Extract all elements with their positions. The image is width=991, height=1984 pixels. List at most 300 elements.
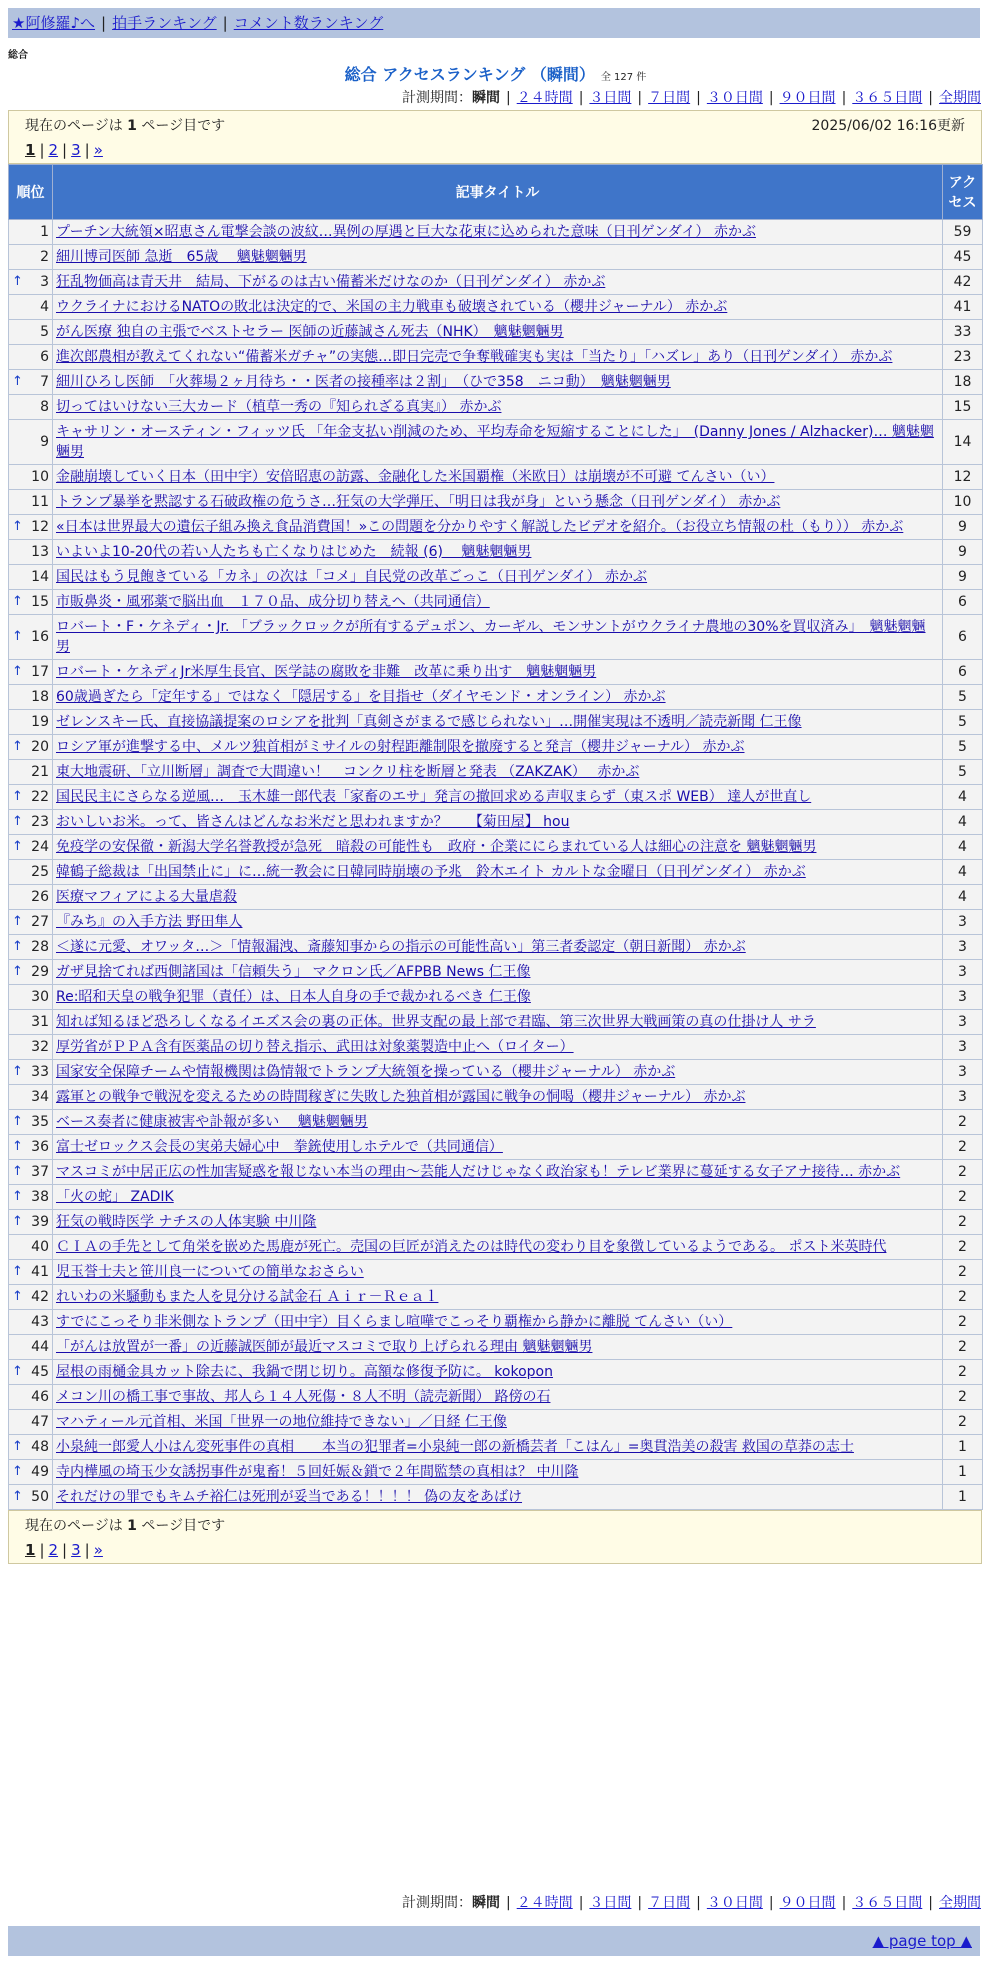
article-title-link[interactable]: 狂乱物価高は青天井 結局、下がるのは古い備蓄米だけなのか（日刊ゲンダイ） 赤かぶ <box>56 274 606 290</box>
table-row <box>9 1060 983 1085</box>
article-title-link[interactable]: メコン川の橋工事で事故、邦人ら１４人死傷・８人不明（読売新聞） 路傍の石 <box>56 1389 551 1405</box>
pager-page[interactable]: 2 <box>48 141 59 159</box>
rank-up-arrow-icon: ↑ <box>12 1264 23 1279</box>
period-option[interactable]: 全期間 <box>939 90 981 106</box>
rank-number: 9 <box>40 434 49 450</box>
period-option[interactable]: ３日間 <box>589 90 632 106</box>
rank-cell <box>9 320 53 345</box>
access-count: 4 <box>943 885 983 910</box>
rank-cell <box>9 1185 53 1210</box>
title-cell <box>53 1235 943 1260</box>
rank-up-arrow-icon: ↑ <box>12 1289 23 1304</box>
rank-up-arrow-icon: ↑ <box>12 629 23 644</box>
current-page-text: 現在のページは 1 ページ目です <box>25 118 226 134</box>
access-count: 59 <box>943 220 983 245</box>
rank-number: 44 <box>31 1339 49 1355</box>
rank-number: 27 <box>31 914 49 930</box>
title-cell <box>53 395 943 420</box>
pager-separator: | <box>84 1541 90 1559</box>
rank-number: 14 <box>31 569 49 585</box>
period-option[interactable]: ９０日間 <box>779 1895 836 1911</box>
pager-separator: | <box>39 141 45 159</box>
article-title-link[interactable]: 「火の蛇」 ZADIK <box>56 1189 174 1205</box>
title-cell <box>53 685 943 710</box>
article-title-link[interactable]: キャサリン・オースティン・フィッツ氏 「年金支払い削減のため、平均寿命を短縮することにした」 (Danny Jones / Alzhacker)… 魑魅魍魎男 <box>56 424 934 460</box>
rank-number: 33 <box>31 1064 49 1080</box>
title-cell <box>53 1335 943 1360</box>
access-count: 3 <box>943 985 983 1010</box>
rank-number: 19 <box>31 714 49 730</box>
table-row <box>9 565 983 590</box>
access-count: 4 <box>943 810 983 835</box>
article-title-link[interactable]: トランプ暴挙を黙認する石破政権の危うさ…狂気の大学弾圧、「明日は我が身」という懸念（日刊ゲンダイ） 赤かぶ <box>56 494 781 510</box>
access-count: 1 <box>943 1435 983 1460</box>
rank-cell <box>9 1485 53 1510</box>
table-row <box>9 395 983 420</box>
rank-number: 48 <box>31 1439 49 1455</box>
pager-page[interactable]: 3 <box>71 141 81 159</box>
rank-cell <box>9 615 53 660</box>
table-row <box>9 710 983 735</box>
updated-timestamp: 2025/06/02 16:16更新 <box>811 118 965 134</box>
access-count: 23 <box>943 345 983 370</box>
pager-page: 1 <box>25 1541 36 1559</box>
access-count: 14 <box>943 420 983 465</box>
rank-number: 10 <box>31 469 49 485</box>
access-count: 2 <box>943 1285 983 1310</box>
table-row <box>9 1135 983 1160</box>
period-option[interactable]: ２４時間 <box>516 1895 573 1911</box>
access-count: 33 <box>943 320 983 345</box>
rank-number: 46 <box>31 1389 49 1405</box>
period-separator: | <box>696 1895 701 1911</box>
period-separator: | <box>928 1895 933 1911</box>
title-cell <box>53 540 943 565</box>
article-title-link[interactable]: ベース奏者に健康被害や訃報が多い 魑魅魍魎男 <box>56 1114 368 1130</box>
rank-number: 7 <box>40 374 49 390</box>
rank-cell <box>9 685 53 710</box>
rank-number: 11 <box>31 494 49 510</box>
access-count: 18 <box>943 370 983 395</box>
period-selector-top <box>402 87 981 107</box>
title-cell <box>53 1435 943 1460</box>
access-count: 2 <box>943 1385 983 1410</box>
rank-number: 1 <box>40 224 49 240</box>
title-cell <box>53 985 943 1010</box>
rank-number: 36 <box>31 1139 49 1155</box>
article-title-link[interactable]: ロバート・ケネディJr米厚生長官、医学誌の腐敗を非難 改革に乗り出す 魑魅魍魎男 <box>56 664 597 680</box>
rank-up-arrow-icon: ↑ <box>12 914 23 929</box>
title-cell <box>53 465 943 490</box>
rank-cell <box>9 885 53 910</box>
article-title-link[interactable]: 屋根の雨樋金具カット除去に、我鍋で閉じ切り。高額な修復予防に。 kokopon <box>56 1364 553 1380</box>
table-row <box>9 1085 983 1110</box>
article-title-link[interactable]: 東大地震研、「立川断層」調査で大間違い！ コンクリ柱を断層と発表 （ZAKZAK） 赤かぶ <box>56 764 640 780</box>
access-count: 4 <box>943 860 983 885</box>
rank-number: 34 <box>31 1089 49 1105</box>
access-count: 2 <box>943 1310 983 1335</box>
article-title-link[interactable]: 細川ひろし医師 「火葬場２ヶ月待ち・・医者の接種率は２割」 （ひで358 ニコ動） 魑魅魍魎男 <box>56 374 671 390</box>
access-count: 41 <box>943 295 983 320</box>
period-option[interactable]: ７日間 <box>648 1895 691 1911</box>
article-title-link[interactable]: 国家安全保障チームや情報機関は偽情報でトランプ大統領を操っている（櫻井ジャーナル） 赤かぶ <box>56 1064 676 1080</box>
article-title-link[interactable]: がん医療 独自の主張でベストセラー 医師の近藤誠さん死去（NHK） 魑魅魍魎男 <box>56 324 564 340</box>
title-cell <box>53 660 943 685</box>
pager-page[interactable]: 2 <box>48 1541 59 1559</box>
title-cell <box>53 1410 943 1435</box>
table-row <box>9 1485 983 1510</box>
article-title-link[interactable]: いよいよ10-20代の若い人たちも亡くなりはじめた 続報 (6) 魑魅魍魎男 <box>56 544 532 560</box>
pager-top <box>25 141 965 159</box>
title-cell <box>53 1160 943 1185</box>
rank-cell <box>9 1035 53 1060</box>
period-separator: | <box>505 90 511 106</box>
rank-number: 23 <box>31 814 49 830</box>
title-cell <box>53 910 943 935</box>
access-count: 9 <box>943 515 983 540</box>
table-row <box>9 860 983 885</box>
pager-next[interactable]: » <box>93 1541 103 1559</box>
rank-cell <box>9 515 53 540</box>
rank-cell <box>9 1410 53 1435</box>
title-cell <box>53 810 943 835</box>
title-cell <box>53 735 943 760</box>
period-selector-bottom <box>402 1892 981 1912</box>
article-title-link[interactable]: 厚労省がＰＰＡ含有医薬品の切り替え指示、武田は対象薬製造中止へ（ロイター） <box>56 1039 574 1055</box>
period-separator: | <box>841 1895 847 1911</box>
table-row <box>9 1160 983 1185</box>
rank-cell <box>9 835 53 860</box>
rank-number: 12 <box>31 519 49 535</box>
pager-page: 1 <box>25 141 36 159</box>
table-row <box>9 345 983 370</box>
article-title-link[interactable]: ウクライナにおけるNATOの敗北は決定的で、米国の主力戦車も破壊されている（櫻井ジャーナル） 赤かぶ <box>56 299 728 315</box>
article-title-link[interactable]: 知れば知るほど恐ろしくなるイエズス会の裏の正体。世界支配の最上部で君臨、第三次世界大戦画策の真の仕掛け人 サラ <box>56 1014 816 1030</box>
article-title-link[interactable]: ＜遂に元愛、オワッタ…＞「情報漏洩、斎藤知事からの指示の可能性高い」第三者委認定（朝日新聞） 赤かぶ <box>56 939 746 955</box>
access-count: 10 <box>943 490 983 515</box>
access-count: 5 <box>943 735 983 760</box>
period-label: 計測期間： <box>401 90 472 106</box>
article-title-link[interactable]: 市販鼻炎・風邪薬で脳出血 １７０品、成分切り替えへ（共同通信） <box>56 594 490 610</box>
access-count: 6 <box>943 660 983 685</box>
period-separator: | <box>505 1895 511 1911</box>
article-title-link[interactable]: 細川博司医師 急逝 65歳 魑魅魍魎男 <box>56 249 307 265</box>
article-title-link[interactable]: 寺内樺風の埼玉少女誘拐事件が鬼畜！５回妊娠＆鎖で２年間監禁の真相は？ 中川隆 <box>56 1464 579 1480</box>
title-cell <box>53 1485 943 1510</box>
rank-up-arrow-icon: ↑ <box>12 1439 23 1454</box>
rank-number: 2 <box>40 249 49 265</box>
pager-separator: | <box>39 1541 45 1559</box>
period-option[interactable]: 全期間 <box>939 1895 981 1911</box>
rank-up-arrow-icon: ↑ <box>12 1064 23 1079</box>
rank-cell <box>9 1160 53 1185</box>
title-cell <box>53 220 943 245</box>
rank-header: 順位 <box>9 165 53 220</box>
title-cell <box>53 1385 943 1410</box>
article-title-link[interactable]: 医療マフィアによる大量虐殺 <box>56 889 237 905</box>
table-row <box>9 785 983 810</box>
rank-cell <box>9 710 53 735</box>
access-count: 2 <box>943 1135 983 1160</box>
table-row <box>9 910 983 935</box>
access-count: 3 <box>943 1060 983 1085</box>
rank-cell <box>9 245 53 270</box>
table-row <box>9 270 983 295</box>
rank-cell <box>9 1010 53 1035</box>
rank-number: 45 <box>31 1364 49 1380</box>
rank-number: 35 <box>31 1114 49 1130</box>
page-info-box-bottom <box>8 1510 982 1564</box>
rank-number: 47 <box>31 1414 49 1430</box>
rank-cell <box>9 465 53 490</box>
rank-number: 5 <box>40 324 49 340</box>
page-title: 総合 アクセスランキング （瞬間） <box>344 65 595 84</box>
article-title-link[interactable]: 韓鶴子総裁は「出国禁止に」に…統一教会に日韓同時崩壊の予兆 鈴木エイト カルトな金曜日（日刊ゲンダイ） 赤かぶ <box>56 864 806 880</box>
rank-number: 40 <box>31 1239 49 1255</box>
page-top-link[interactable]: ▲ page top ▲ <box>872 1932 972 1950</box>
article-title-link[interactable]: それだけの罪でもキムチ裕仁は死刑が妥当である！！！！ 偽の友をあばけ <box>56 1489 523 1505</box>
table-row <box>9 835 983 860</box>
current-page-text: 現在のページは 1 ページ目です <box>25 1518 226 1534</box>
ranking-table <box>8 164 983 1510</box>
access-header: アクセス <box>943 165 983 220</box>
rank-cell <box>9 985 53 1010</box>
rank-cell <box>9 1460 53 1485</box>
page-info-box-top <box>8 110 982 164</box>
rank-cell <box>9 1085 53 1110</box>
rank-up-arrow-icon: ↑ <box>12 964 23 979</box>
rank-cell <box>9 590 53 615</box>
article-title-link[interactable]: 富士ゼロックス会長の実弟夫婦心中 拳銃使用しホテルで（共同通信） <box>56 1139 503 1155</box>
article-title-link[interactable]: ロシア軍が進撃する中、メルツ独首相がミサイルの射程距離制限を撤廃すると発言（櫻井ジャーナル） 赤かぶ <box>56 739 745 755</box>
title-cell <box>53 270 943 295</box>
rank-cell <box>9 935 53 960</box>
table-row <box>9 1035 983 1060</box>
period-separator: | <box>637 90 643 106</box>
access-count: 3 <box>943 1085 983 1110</box>
table-row <box>9 735 983 760</box>
rank-cell <box>9 1135 53 1160</box>
period-option[interactable]: ９０日間 <box>779 90 836 106</box>
table-row <box>9 685 983 710</box>
pager-separator: | <box>62 1541 68 1559</box>
access-count: 45 <box>943 245 983 270</box>
article-title-link[interactable]: プーチン大統領×昭恵さん電撃会談の波紋…異例の厚遇と巨大な花束に込められた意味（日刊ゲンダイ） 赤かぶ <box>56 224 756 240</box>
rank-cell <box>9 910 53 935</box>
rank-up-arrow-icon: ↑ <box>12 1164 23 1179</box>
table-row <box>9 660 983 685</box>
period-separator: | <box>578 1895 584 1911</box>
table-row <box>9 1310 983 1335</box>
table-header-row <box>9 165 983 220</box>
pager-page[interactable]: 3 <box>71 1541 81 1559</box>
article-title-link[interactable]: 露軍との戦争で戦況を変えるための時間稼ぎに失敗した独首相が露国に戦争の恫喝（櫻井ジャーナル） 赤かぶ <box>56 1089 746 1105</box>
rank-cell <box>9 1235 53 1260</box>
rank-number: 43 <box>31 1314 49 1330</box>
table-row <box>9 615 983 660</box>
rank-up-arrow-icon: ↑ <box>12 1214 23 1229</box>
access-count: 2 <box>943 1185 983 1210</box>
table-row <box>9 420 983 465</box>
article-title-link[interactable]: ロバート・F・ケネディ・Jr. 「ブラックロックが所有するデュポン、カーギル、モンサントがウクライナ農地の30%を買収済み」 魑魅魍魎男 <box>56 619 926 655</box>
title-cell <box>53 320 943 345</box>
table-row <box>9 1410 983 1435</box>
pager-separator: | <box>84 141 90 159</box>
access-count: 2 <box>943 1160 983 1185</box>
rank-cell <box>9 1060 53 1085</box>
rank-number: 31 <box>31 1014 49 1030</box>
bottom-bar <box>8 1926 980 1956</box>
access-count: 3 <box>943 1035 983 1060</box>
article-title-link[interactable]: 小泉純一郎愛人小はん変死事件の真相 本当の犯罪者=小泉純一郎の新橋芸者「こはん」=奥貫浩美の殺害 救国の草莽の志士 <box>56 1439 854 1455</box>
rank-cell <box>9 810 53 835</box>
rank-cell <box>9 1360 53 1385</box>
title-cell <box>53 760 943 785</box>
table-row <box>9 1110 983 1135</box>
nav-separator: | <box>101 14 107 32</box>
rank-number: 4 <box>40 299 49 315</box>
table-row <box>9 1460 983 1485</box>
title-cell <box>53 860 943 885</box>
title-cell <box>53 295 943 320</box>
article-title-link[interactable]: ゼレンスキー氏、直接協議提案のロシアを批判「真剣さがまるで感じられない」…開催実現は不透明／読売新聞 仁王像 <box>56 714 802 730</box>
article-title-link[interactable]: «日本は世界最大の遺伝子組み換え食品消費国！»この問題を分かりやすく解説したビデオを紹介。（お役立ち情報の杜（もり）） 赤かぶ <box>56 519 904 535</box>
rank-up-arrow-icon: ↑ <box>12 374 23 389</box>
rank-up-arrow-icon: ↑ <box>12 1189 23 1204</box>
rank-number: 49 <box>31 1464 49 1480</box>
rank-number: 17 <box>31 664 49 680</box>
rank-up-arrow-icon: ↑ <box>12 789 23 804</box>
rank-number: 41 <box>31 1264 49 1280</box>
rank-cell <box>9 1285 53 1310</box>
period-separator: | <box>637 1895 643 1911</box>
article-title-link[interactable]: れいわの米騒動もまた人を見分ける試金石 Ａｉｒ－Ｒｅａｌ <box>56 1289 439 1305</box>
rank-number: 24 <box>31 839 49 855</box>
period-separator: | <box>841 90 847 106</box>
period-option[interactable]: ３６５日間 <box>852 1895 923 1911</box>
period-option[interactable]: ７日間 <box>648 90 691 106</box>
table-row <box>9 885 983 910</box>
rank-cell <box>9 760 53 785</box>
article-title-link[interactable]: 『みち』の入手方法 野田隼人 <box>56 914 243 930</box>
title-cell <box>53 835 943 860</box>
rank-up-arrow-icon: ↑ <box>12 1139 23 1154</box>
rank-number: 6 <box>40 349 49 365</box>
asyura-home-link[interactable]: ★阿修羅♪へ <box>12 14 96 32</box>
rank-number: 20 <box>31 739 49 755</box>
period-option: 瞬間 <box>471 90 500 106</box>
period-option[interactable]: ３日間 <box>589 1895 632 1911</box>
clap-ranking-link[interactable]: 拍手ランキング <box>112 14 217 32</box>
rank-number: 21 <box>31 764 49 780</box>
article-title-link[interactable]: 狂気の戦時医学 ナチスの人体実験 中川隆 <box>56 1214 317 1230</box>
article-title-link[interactable]: おいしいお米。って、皆さんはどんなお米だと思われますか？ 【菊田屋】 hou <box>56 814 570 830</box>
article-title-link[interactable]: 免疫学の安保徹・新潟大学名誉教授が急死 暗殺の可能性も 政府・企業ににらまれている人は細心の注意を 魑魅魍魎男 <box>56 839 817 855</box>
article-title-link[interactable]: 児玉誉士夫と笹川良一についての簡単なおさらい <box>56 1264 364 1280</box>
article-title-link[interactable]: ガザ見捨てれば西側諸国は「信頼失う」 マクロン氏／AFPBB News 仁王像 <box>56 964 531 980</box>
access-count: 2 <box>943 1110 983 1135</box>
rank-cell <box>9 785 53 810</box>
table-row <box>9 1185 983 1210</box>
rank-cell <box>9 960 53 985</box>
title-cell <box>53 1185 943 1210</box>
table-row <box>9 1260 983 1285</box>
rank-number: 26 <box>31 889 49 905</box>
table-row <box>9 1360 983 1385</box>
table-row <box>9 540 983 565</box>
article-title-link[interactable]: 国民民主にさらなる逆風… 玉木雄一郎代表「家畜のエサ」発言の撤回求める声収まらず（東スポ WEB） 達人が世直し <box>56 789 812 805</box>
period-label: 計測期間： <box>401 1895 472 1911</box>
table-row <box>9 960 983 985</box>
title-cell <box>53 1060 943 1085</box>
article-title-link[interactable]: 「がんは放置が一番」の近藤誠医師が最近マスコミで取り上げられる理由 魑魅魍魎男 <box>56 1339 593 1355</box>
rank-cell <box>9 660 53 685</box>
article-title-link[interactable]: 金融崩壊していく日本（田中宇）安倍昭恵の訪露、金融化した米国覇権（米欧日）は崩壊が不可避 てんさい（い） <box>56 469 775 485</box>
rank-cell <box>9 420 53 465</box>
title-cell <box>53 1010 943 1035</box>
rank-cell <box>9 1260 53 1285</box>
period-option[interactable]: ３０日間 <box>706 1895 763 1911</box>
table-row <box>9 985 983 1010</box>
article-title-link[interactable]: 進次郎農相が教えてくれない“備蓄米ガチャ”の実態…即日完売で争奪戦確実も実は「当たり」「ハズレ」あり（日刊ゲンダイ） 赤かぶ <box>56 349 893 365</box>
period-option[interactable]: ３０日間 <box>706 90 763 106</box>
period-separator: | <box>578 90 584 106</box>
rank-cell <box>9 1210 53 1235</box>
table-row <box>9 760 983 785</box>
rank-cell <box>9 220 53 245</box>
access-count: 4 <box>943 835 983 860</box>
title-cell <box>53 1110 943 1135</box>
article-title-link[interactable]: すでにこっそり非米側なトランプ（田中宇）目くらまし喧嘩でこっそり覇権から静かに離脱 てんさい（い） <box>56 1314 733 1330</box>
rank-number: 15 <box>31 594 49 610</box>
article-title-link[interactable]: マスコミが中居正広の性加害疑惑を報じない本当の理由〜芸能人だけじゃなく政治家も！テレビ業界に蔓延する女子アナ接待… 赤かぶ <box>56 1164 901 1180</box>
table-row <box>9 810 983 835</box>
article-title-link[interactable]: 60歳過ぎたら「定年する」ではなく「隠居する」を目指せ（ダイヤモンド・オンライン） 赤かぶ <box>56 689 666 705</box>
article-title-link[interactable]: 切ってはいけない三大カード（植草一秀の『知られざる真実』） 赤かぶ <box>56 399 502 415</box>
article-title-link[interactable]: ＣＩＡの手先として角栄を嵌めた馬鹿が死亡。売国の巨匠が消えたのは時代の変わり目を象徴しているようである。 ポスト米英時代 <box>56 1239 887 1255</box>
period-option[interactable]: ２４時間 <box>516 90 573 106</box>
pager-separator: | <box>62 141 68 159</box>
access-count: 6 <box>943 615 983 660</box>
rank-up-arrow-icon: ↑ <box>12 1464 23 1479</box>
title-cell <box>53 785 943 810</box>
rank-cell <box>9 565 53 590</box>
title-cell <box>53 370 943 395</box>
rank-cell <box>9 860 53 885</box>
article-title-link[interactable]: マハティール元首相、米国「世界一の地位維持できない」／日経 仁王像 <box>56 1414 507 1430</box>
access-count: 2 <box>943 1360 983 1385</box>
pager-next[interactable]: » <box>93 141 103 159</box>
access-count: 5 <box>943 710 983 735</box>
table-row <box>9 1235 983 1260</box>
rank-cell <box>9 490 53 515</box>
access-count: 15 <box>943 395 983 420</box>
rank-number: 42 <box>31 1289 49 1305</box>
access-count: 9 <box>943 540 983 565</box>
title-cell <box>53 615 943 660</box>
article-title-link[interactable]: Re:昭和天皇の戦争犯罪（責任）は、日本人自身の手で裁かれるべき 仁王像 <box>56 989 531 1005</box>
comment-ranking-link[interactable]: コメント数ランキング <box>233 14 384 32</box>
title-cell <box>53 1085 943 1110</box>
table-row <box>9 935 983 960</box>
table-row <box>9 370 983 395</box>
title-cell <box>53 1210 943 1235</box>
title-cell <box>53 1310 943 1335</box>
access-count: 3 <box>943 1010 983 1035</box>
category-label: 総合 <box>8 50 28 61</box>
article-title-link[interactable]: 国民はもう見飽きている「カネ」の次は「コメ」自民党の改革ごっこ（日刊ゲンダイ） 赤かぶ <box>56 569 648 585</box>
period-option[interactable]: ３６５日間 <box>852 90 923 106</box>
